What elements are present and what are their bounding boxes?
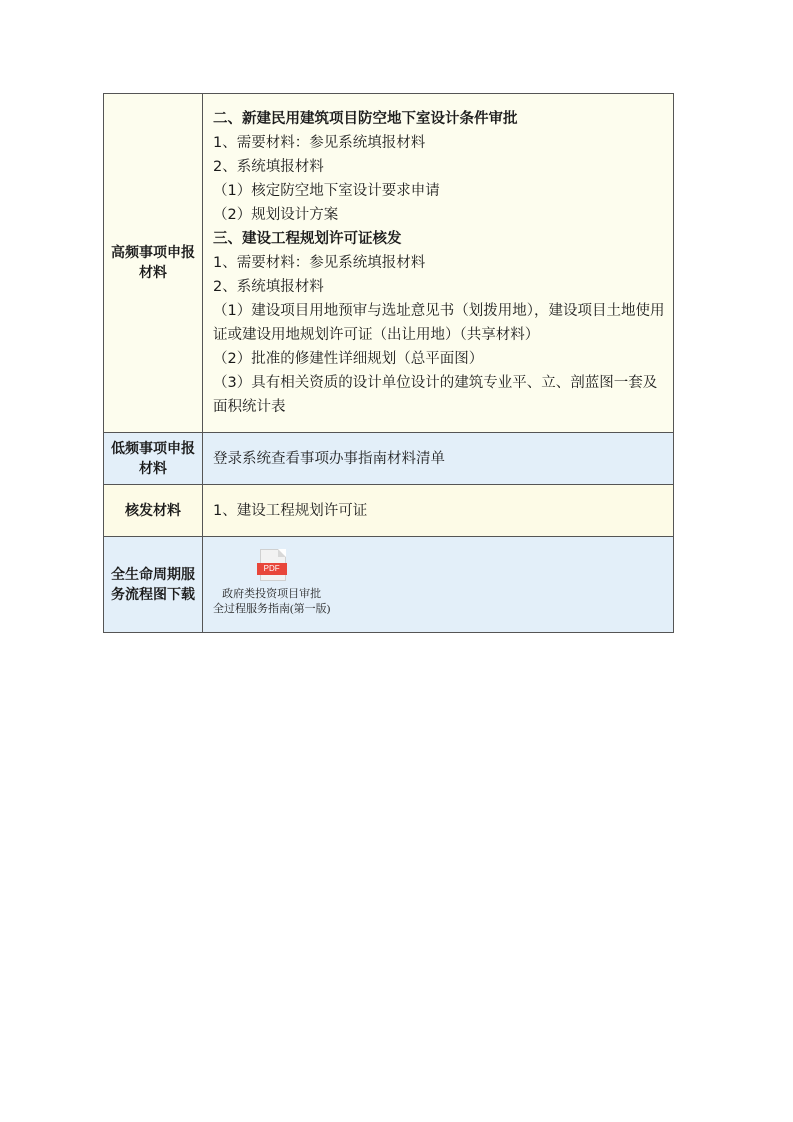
materials-table [103,93,674,633]
material-item: （2）批准的修建性详细规划（总平面图） [213,351,484,367]
high-frequency-content [203,94,674,433]
material-item: （1）核定防空地下室设计要求申请 [213,183,440,199]
row-high-frequency [104,94,674,433]
issued-materials-label: 核发材料 [104,485,203,537]
issued-materials-text: 1、建设工程规划许可证 [203,485,674,537]
material-item: 2、系统填报材料 [213,279,324,295]
material-item: （1）建设项目用地预审与选址意见书（划拨用地），建设项目土地使用证或建设用地规划许可证（出让用地）（共享材料） [213,303,665,343]
material-item: 1、需要材料：参见系统填报材料 [213,255,426,271]
row-issued-materials [104,485,674,537]
high-frequency-lines [213,97,665,429]
pdf-attachment-link[interactable] [213,549,330,617]
low-frequency-text: 登录系统查看事项办事指南材料清单 [203,433,674,485]
low-frequency-label: 低频事项申报材料 [104,433,203,485]
section-title-planning-permit: 三、建设工程规划许可证核发 [213,231,402,247]
pdf-badge: PDF [257,563,287,575]
pdf-caption-line2[interactable]: 全过程服务指南(第一版) [213,603,331,615]
material-item: 1、需要材料：参见系统填报材料 [213,135,426,151]
row-low-frequency [104,433,674,485]
lifecycle-download-content [203,537,674,633]
section-title-civil-defense: 二、新建民用建筑项目防空地下室设计条件审批 [213,111,518,127]
pdf-caption-line1[interactable]: 政府类投资项目审批 [222,588,322,600]
high-frequency-label: 高频事项申报材料 [104,94,203,433]
material-item: 2、系统填报材料 [213,159,324,175]
material-item: （2）规划设计方案 [213,207,339,223]
pdf-file-icon[interactable] [257,549,287,583]
material-item: （3）具有相关资质的设计单位设计的建筑专业平、立、剖蓝图一套及面积统计表 [213,375,658,415]
lifecycle-download-label: 全生命周期服务流程图下载 [104,537,203,633]
row-lifecycle-download [104,537,674,633]
